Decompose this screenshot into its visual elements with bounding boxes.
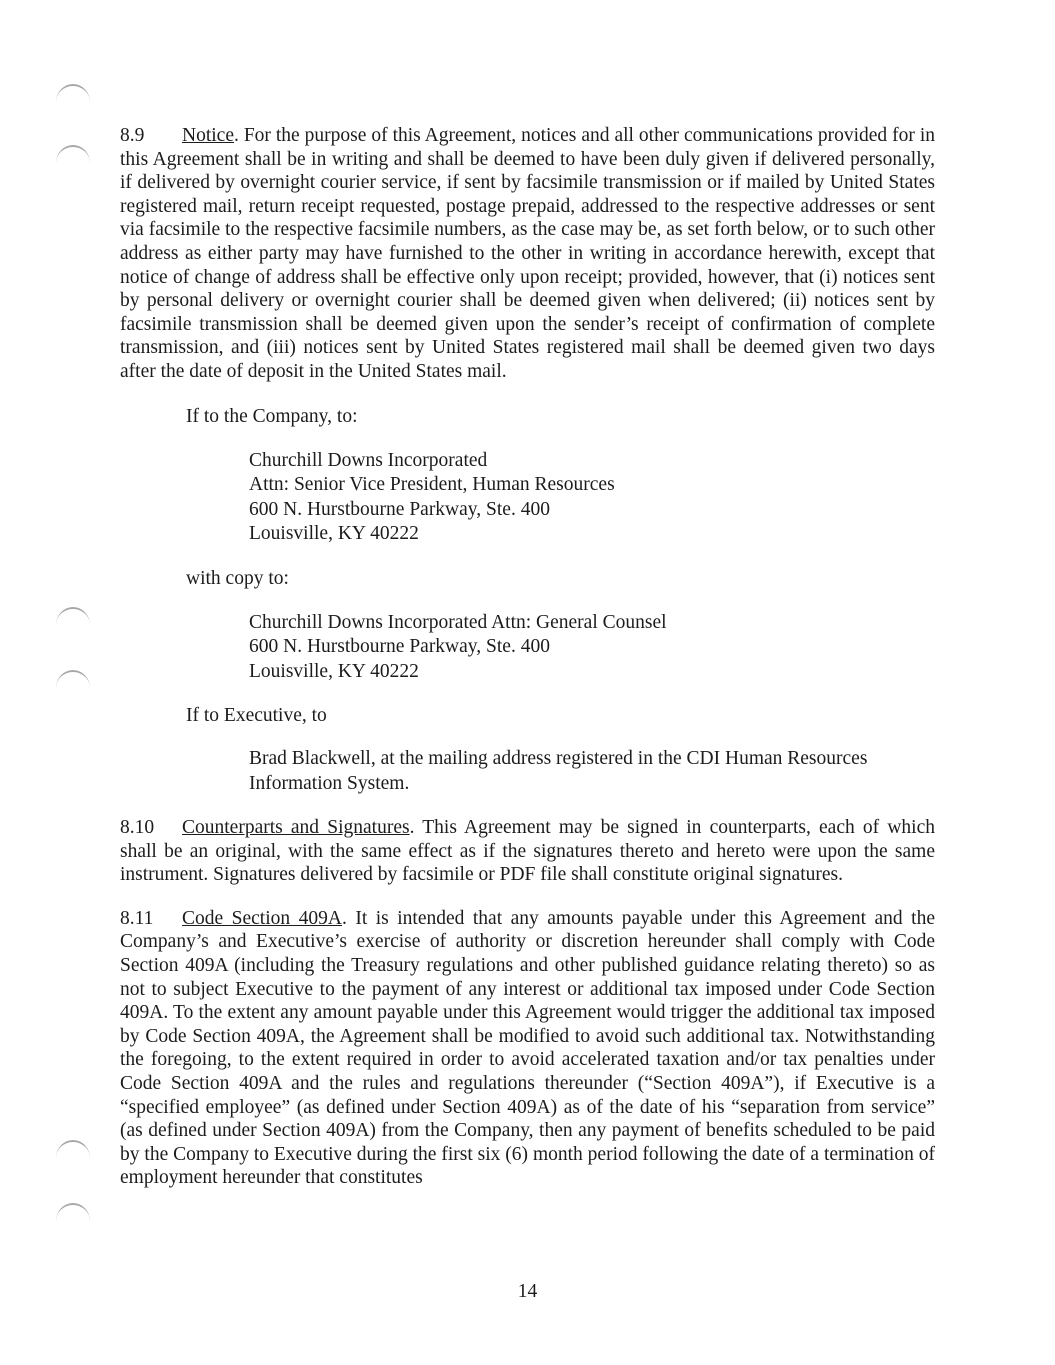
section-8-9-notice [120, 124, 935, 384]
executive-address-block [120, 747, 935, 796]
address-line: Brad Blackwell, at the mailing address registered in the CDI Human Resources [249, 748, 868, 770]
punch-hole-mark [56, 607, 90, 625]
address-line: Louisville, KY 40222 [249, 660, 419, 682]
punch-hole-mark [56, 1140, 90, 1158]
address-line: Louisville, KY 40222 [249, 523, 419, 545]
address-line: Information System. [249, 772, 410, 794]
document-page [120, 120, 935, 1190]
section-body: . This Agreement may be signed in counterparts, each of which shall be an original, with the same effect as if the signatures thereto and hereto were upon the same instrument. Signatures delivered by facsimile or PDF file shall constitute original signatures. [120, 817, 935, 886]
address-line: Churchill Downs Incorporated Attn: General Counsel [249, 611, 667, 633]
address-line: 600 N. Hurstbourne Parkway, Ste. 400 [249, 636, 550, 658]
section-number: 8.9 [120, 125, 145, 146]
address-line: 600 N. Hurstbourne Parkway, Ste. 400 [249, 498, 550, 520]
punch-hole-mark [56, 145, 90, 163]
company-notice-label: If to the Company, to: [186, 405, 358, 427]
page-number: 14 [517, 1281, 538, 1302]
section-body: . It is intended that any amounts payable under this Agreement and the Company’s and Executive’s exercise of authority or discretion hereunder shall comply with Code Section 409A (including the Treasury regulations and other published guidance relating thereto) so as not to subject Executive to the payment of any interest or additional tax imposed under Code Section 409A. To the extent any amount payable under this Agreement would trigger the additional tax imposed by Code Section 409A, the Agreement shall be modified to avoid such additional tax. Notwithstanding the foregoing, to the extent required in order to avoid accelerated taxation and/or tax penalties under Code Section 409A and the rules and regulations thereunder (“Section 409A”), if Executive is a “specified employee” (as defined under Section 409A) as of the date of his “separation from service” (as defined under Section 409A) from the Company, then any payment of benefits scheduled to be paid by the Company to Executive during the first six (6) month period following the date of a termination of employment hereunder that constitutes [120, 907, 935, 1189]
address-line: Attn: Senior Vice President, Human Resources [249, 474, 615, 496]
section-number: 8.10 [120, 817, 155, 839]
executive-notice-label: If to Executive, to [186, 705, 327, 727]
section-body: . For the purpose of this Agreement, notices and all other communications provided for in this Agreement shall be in writing and shall be deemed to have been duly given if delivered personally, if delivered by overnight courier service, if sent by facsimile transmission or if mailed by United States registered mail, return receipt requested, postage prepaid, addressed to the respective addresses or sent via facsimile to the respective facsimile numbers, as the case may be, as set forth below, or to such other address as either party may have furnished to the other in writing in accordance herewith, except that notice of change of address shall be effective only upon receipt; provided, however, that (i) notices sent by personal delivery or overnight courier shall be deemed given when delivered; (ii) notices sent by facsimile transmission shall be deemed given upon the sender’s receipt of confirmation of complete transmission, and (iii) notices sent by United States registered mail shall be deemed given two days after the date of deposit in the United States mail. [120, 125, 935, 382]
section-heading: Code Section 409A [182, 907, 342, 929]
address-line: Churchill Downs Incorporated [249, 449, 488, 471]
section-heading: Counterparts and Signatures [182, 817, 410, 839]
copy-address-block [120, 611, 935, 685]
section-8-11-code-409a [120, 907, 935, 1190]
copy-notice-label: with copy to: [186, 567, 289, 589]
punch-hole-mark [56, 84, 90, 102]
punch-hole-mark [56, 670, 90, 688]
section-number: 8.11 [120, 907, 154, 929]
company-address-block [120, 449, 935, 547]
punch-hole-mark [56, 1203, 90, 1221]
section-8-10-counterparts [120, 816, 935, 887]
section-heading: Notice [182, 125, 234, 146]
